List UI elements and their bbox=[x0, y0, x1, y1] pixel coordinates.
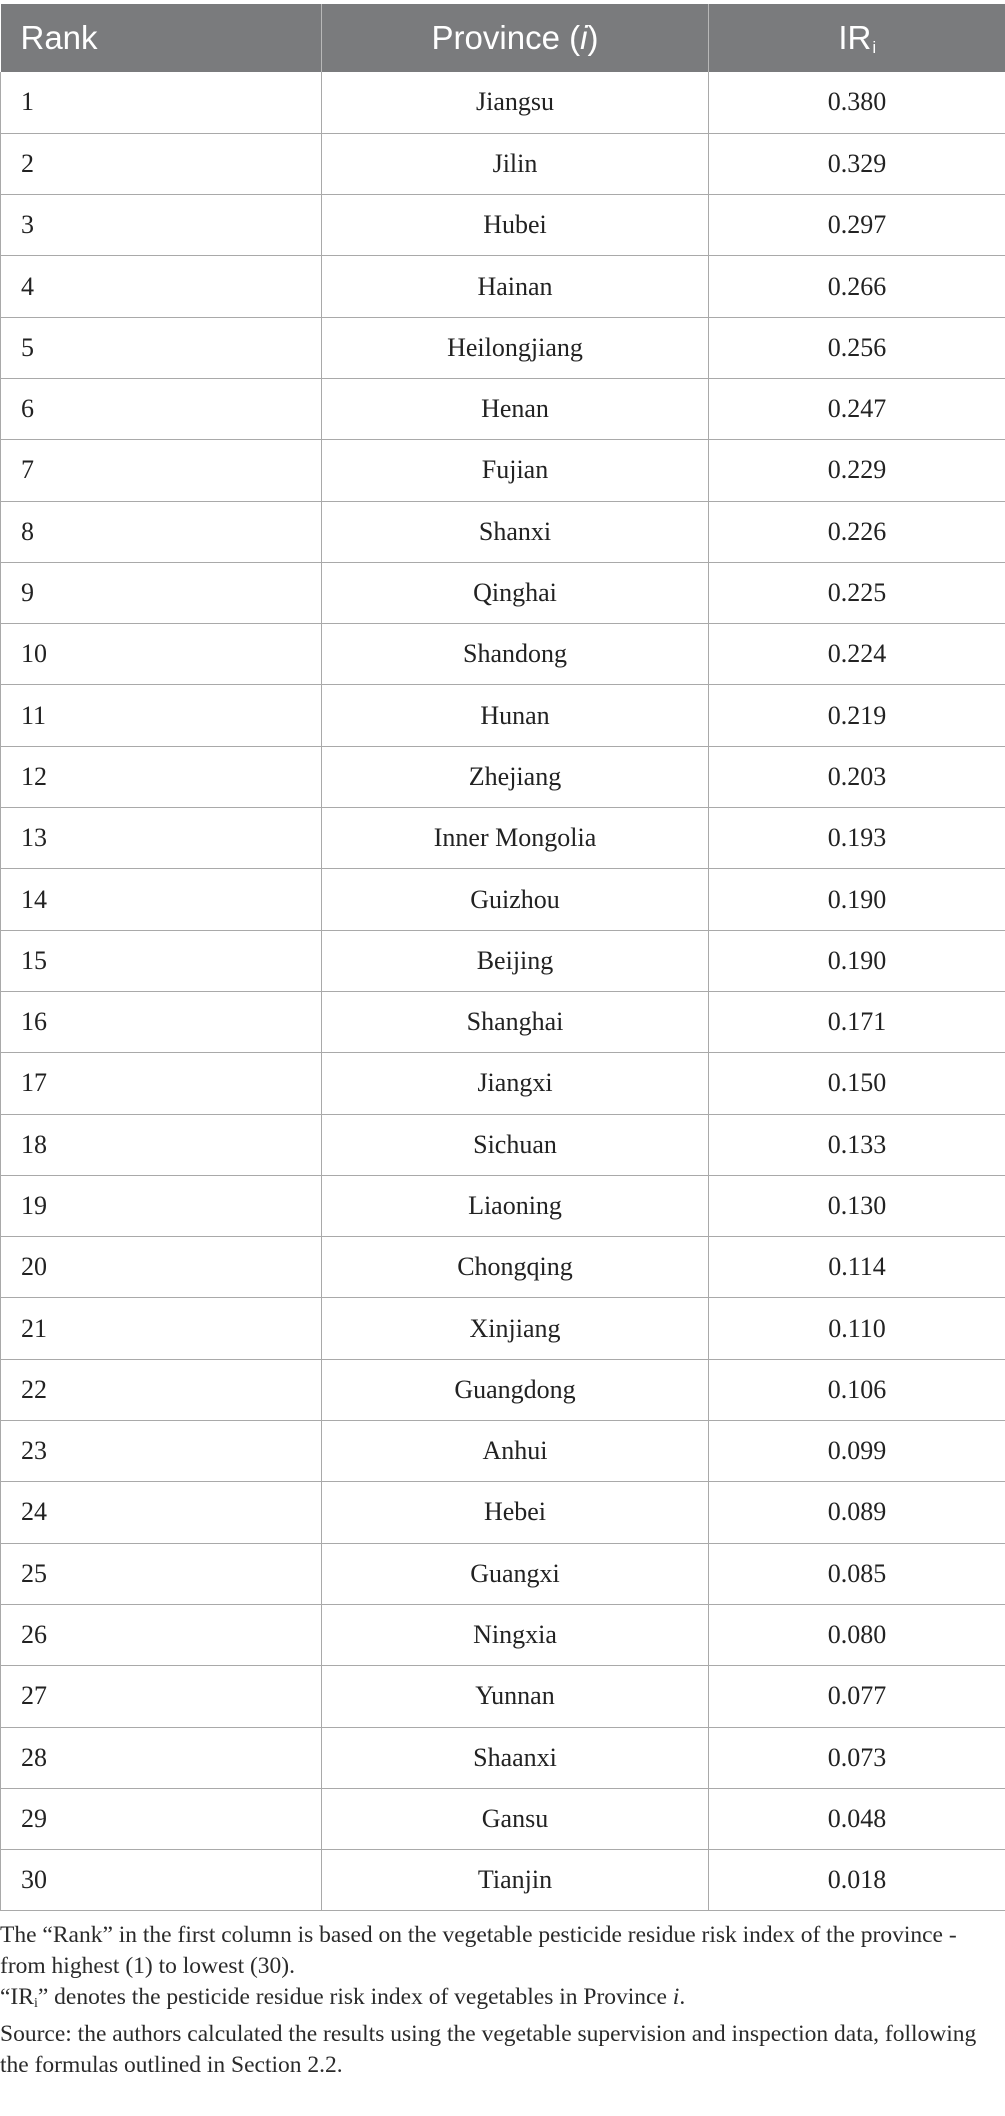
cell-ir: 0.256 bbox=[709, 317, 1005, 378]
cell-province: Henan bbox=[322, 378, 709, 439]
table-row bbox=[1, 930, 1005, 991]
table-row bbox=[1, 1053, 1005, 1114]
table-row bbox=[1, 1298, 1005, 1359]
table-row bbox=[1, 1788, 1005, 1849]
table-row bbox=[1, 1482, 1005, 1543]
table-row bbox=[1, 72, 1005, 133]
cell-rank: 17 bbox=[1, 1053, 322, 1114]
table-row bbox=[1, 685, 1005, 746]
header-ir bbox=[709, 4, 1005, 72]
table-row bbox=[1, 1359, 1005, 1420]
cell-rank: 25 bbox=[1, 1543, 322, 1604]
table-row bbox=[1, 869, 1005, 930]
cell-ir: 0.229 bbox=[709, 440, 1005, 501]
table-row bbox=[1, 440, 1005, 501]
header-province-close: ) bbox=[587, 19, 599, 56]
footnote-ir-subscript: i bbox=[33, 1996, 38, 2011]
cell-ir: 0.193 bbox=[709, 808, 1005, 869]
cell-ir: 0.150 bbox=[709, 1053, 1005, 1114]
cell-province: Ningxia bbox=[322, 1604, 709, 1665]
cell-rank: 28 bbox=[1, 1727, 322, 1788]
cell-ir: 0.085 bbox=[709, 1543, 1005, 1604]
results-table-container bbox=[0, 4, 1005, 1911]
cell-ir: 0.380 bbox=[709, 72, 1005, 133]
table-row bbox=[1, 1543, 1005, 1604]
cell-province: Hebei bbox=[322, 1482, 709, 1543]
table-row bbox=[1, 501, 1005, 562]
cell-province: Heilongjiang bbox=[322, 317, 709, 378]
footnote-ir-variable: i bbox=[672, 1984, 680, 2010]
cell-ir: 0.080 bbox=[709, 1604, 1005, 1665]
cell-rank: 9 bbox=[1, 562, 322, 623]
cell-rank: 15 bbox=[1, 930, 322, 991]
cell-province: Inner Mongolia bbox=[322, 808, 709, 869]
cell-ir: 0.203 bbox=[709, 746, 1005, 807]
cell-province: Hainan bbox=[322, 256, 709, 317]
cell-ir: 0.247 bbox=[709, 378, 1005, 439]
table-row bbox=[1, 1175, 1005, 1236]
table-row bbox=[1, 317, 1005, 378]
cell-province: Jiangxi bbox=[322, 1053, 709, 1114]
table-row bbox=[1, 195, 1005, 256]
table-row bbox=[1, 1237, 1005, 1298]
cell-ir: 0.106 bbox=[709, 1359, 1005, 1420]
cell-province: Tianjin bbox=[322, 1850, 709, 1911]
table-row bbox=[1, 624, 1005, 685]
cell-rank: 14 bbox=[1, 869, 322, 930]
risk-index-table bbox=[0, 4, 1005, 1911]
cell-ir: 0.226 bbox=[709, 501, 1005, 562]
cell-rank: 22 bbox=[1, 1359, 322, 1420]
cell-ir: 0.219 bbox=[709, 685, 1005, 746]
cell-ir: 0.190 bbox=[709, 869, 1005, 930]
cell-ir: 0.329 bbox=[709, 133, 1005, 194]
cell-ir: 0.048 bbox=[709, 1788, 1005, 1849]
cell-rank: 7 bbox=[1, 440, 322, 501]
cell-ir: 0.114 bbox=[709, 1237, 1005, 1298]
cell-rank: 12 bbox=[1, 746, 322, 807]
header-province bbox=[322, 4, 709, 72]
table-row bbox=[1, 133, 1005, 194]
cell-ir: 0.266 bbox=[709, 256, 1005, 317]
cell-rank: 30 bbox=[1, 1850, 322, 1911]
footnote-ir-text: ” denotes the pesticide residue risk index of vegetables in Province bbox=[37, 1984, 673, 2010]
table-row bbox=[1, 1114, 1005, 1175]
cell-ir: 0.133 bbox=[709, 1114, 1005, 1175]
cell-rank: 24 bbox=[1, 1482, 322, 1543]
footnote-rank: The “Rank” in the first column is based on the vegetable pesticide residue risk index of the province - from highest (1) to lowest (30). bbox=[0, 1922, 957, 1979]
cell-ir: 0.171 bbox=[709, 991, 1005, 1052]
cell-rank: 10 bbox=[1, 624, 322, 685]
cell-ir: 0.099 bbox=[709, 1421, 1005, 1482]
table-body bbox=[1, 72, 1005, 1911]
footnote-ir bbox=[0, 1982, 990, 2019]
cell-rank: 18 bbox=[1, 1114, 322, 1175]
cell-province: Sichuan bbox=[322, 1114, 709, 1175]
cell-province: Jiangsu bbox=[322, 72, 709, 133]
cell-province: Shaanxi bbox=[322, 1727, 709, 1788]
cell-ir: 0.224 bbox=[709, 624, 1005, 685]
header-row bbox=[1, 4, 1005, 72]
cell-province: Hunan bbox=[322, 685, 709, 746]
cell-province: Chongqing bbox=[322, 1237, 709, 1298]
header-ir-label: IR bbox=[838, 18, 872, 56]
cell-rank: 23 bbox=[1, 1421, 322, 1482]
table-row bbox=[1, 562, 1005, 623]
header-rank-label: Rank bbox=[20, 19, 98, 56]
table-row bbox=[1, 256, 1005, 317]
cell-province: Shandong bbox=[322, 624, 709, 685]
cell-rank: 27 bbox=[1, 1666, 322, 1727]
cell-rank: 6 bbox=[1, 378, 322, 439]
footnote-source: Source: the authors calculated the results using the vegetable supervision and inspection data, following the formulas outlined in Section 2.2. bbox=[0, 2021, 977, 2078]
footnote-ir-open: “IR bbox=[0, 1984, 34, 2010]
cell-rank: 19 bbox=[1, 1175, 322, 1236]
cell-ir: 0.130 bbox=[709, 1175, 1005, 1236]
cell-province: Guangxi bbox=[322, 1543, 709, 1604]
cell-province: Guangdong bbox=[322, 1359, 709, 1420]
table-row bbox=[1, 1666, 1005, 1727]
cell-rank: 2 bbox=[1, 133, 322, 194]
cell-province: Jilin bbox=[322, 133, 709, 194]
table-row bbox=[1, 378, 1005, 439]
table-header bbox=[1, 4, 1005, 72]
cell-province: Hubei bbox=[322, 195, 709, 256]
table-row bbox=[1, 1604, 1005, 1665]
cell-rank: 29 bbox=[1, 1788, 322, 1849]
table-row bbox=[1, 808, 1005, 869]
cell-rank: 26 bbox=[1, 1604, 322, 1665]
cell-province: Anhui bbox=[322, 1421, 709, 1482]
cell-province: Guizhou bbox=[322, 869, 709, 930]
cell-province: Liaoning bbox=[322, 1175, 709, 1236]
table-row bbox=[1, 746, 1005, 807]
header-province-variable: i bbox=[580, 19, 588, 56]
cell-rank: 1 bbox=[1, 72, 322, 133]
cell-province: Yunnan bbox=[322, 1666, 709, 1727]
cell-rank: 20 bbox=[1, 1237, 322, 1298]
cell-ir: 0.077 bbox=[709, 1666, 1005, 1727]
cell-ir: 0.110 bbox=[709, 1298, 1005, 1359]
cell-province: Beijing bbox=[322, 930, 709, 991]
cell-rank: 13 bbox=[1, 808, 322, 869]
table-row bbox=[1, 1727, 1005, 1788]
cell-province: Xinjiang bbox=[322, 1298, 709, 1359]
table-row bbox=[1, 1421, 1005, 1482]
cell-province: Gansu bbox=[322, 1788, 709, 1849]
cell-ir: 0.018 bbox=[709, 1850, 1005, 1911]
cell-ir: 0.089 bbox=[709, 1482, 1005, 1543]
cell-rank: 4 bbox=[1, 256, 322, 317]
table-footnotes bbox=[0, 1920, 990, 2081]
cell-rank: 21 bbox=[1, 1298, 322, 1359]
cell-ir: 0.225 bbox=[709, 562, 1005, 623]
table-row bbox=[1, 1850, 1005, 1911]
cell-ir: 0.190 bbox=[709, 930, 1005, 991]
table-row bbox=[1, 991, 1005, 1052]
cell-rank: 8 bbox=[1, 501, 322, 562]
cell-province: Fujian bbox=[322, 440, 709, 501]
cell-province: Shanghai bbox=[322, 991, 709, 1052]
header-ir-subscript: i bbox=[872, 37, 877, 57]
header-rank bbox=[1, 4, 322, 72]
header-province-label: Province ( bbox=[431, 19, 581, 56]
cell-province: Qinghai bbox=[322, 562, 709, 623]
cell-rank: 3 bbox=[1, 195, 322, 256]
cell-ir: 0.073 bbox=[709, 1727, 1005, 1788]
cell-province: Zhejiang bbox=[322, 746, 709, 807]
cell-ir: 0.297 bbox=[709, 195, 1005, 256]
cell-rank: 16 bbox=[1, 991, 322, 1052]
cell-province: Shanxi bbox=[322, 501, 709, 562]
footnote-ir-end: . bbox=[679, 1984, 686, 2010]
cell-rank: 5 bbox=[1, 317, 322, 378]
cell-rank: 11 bbox=[1, 685, 322, 746]
